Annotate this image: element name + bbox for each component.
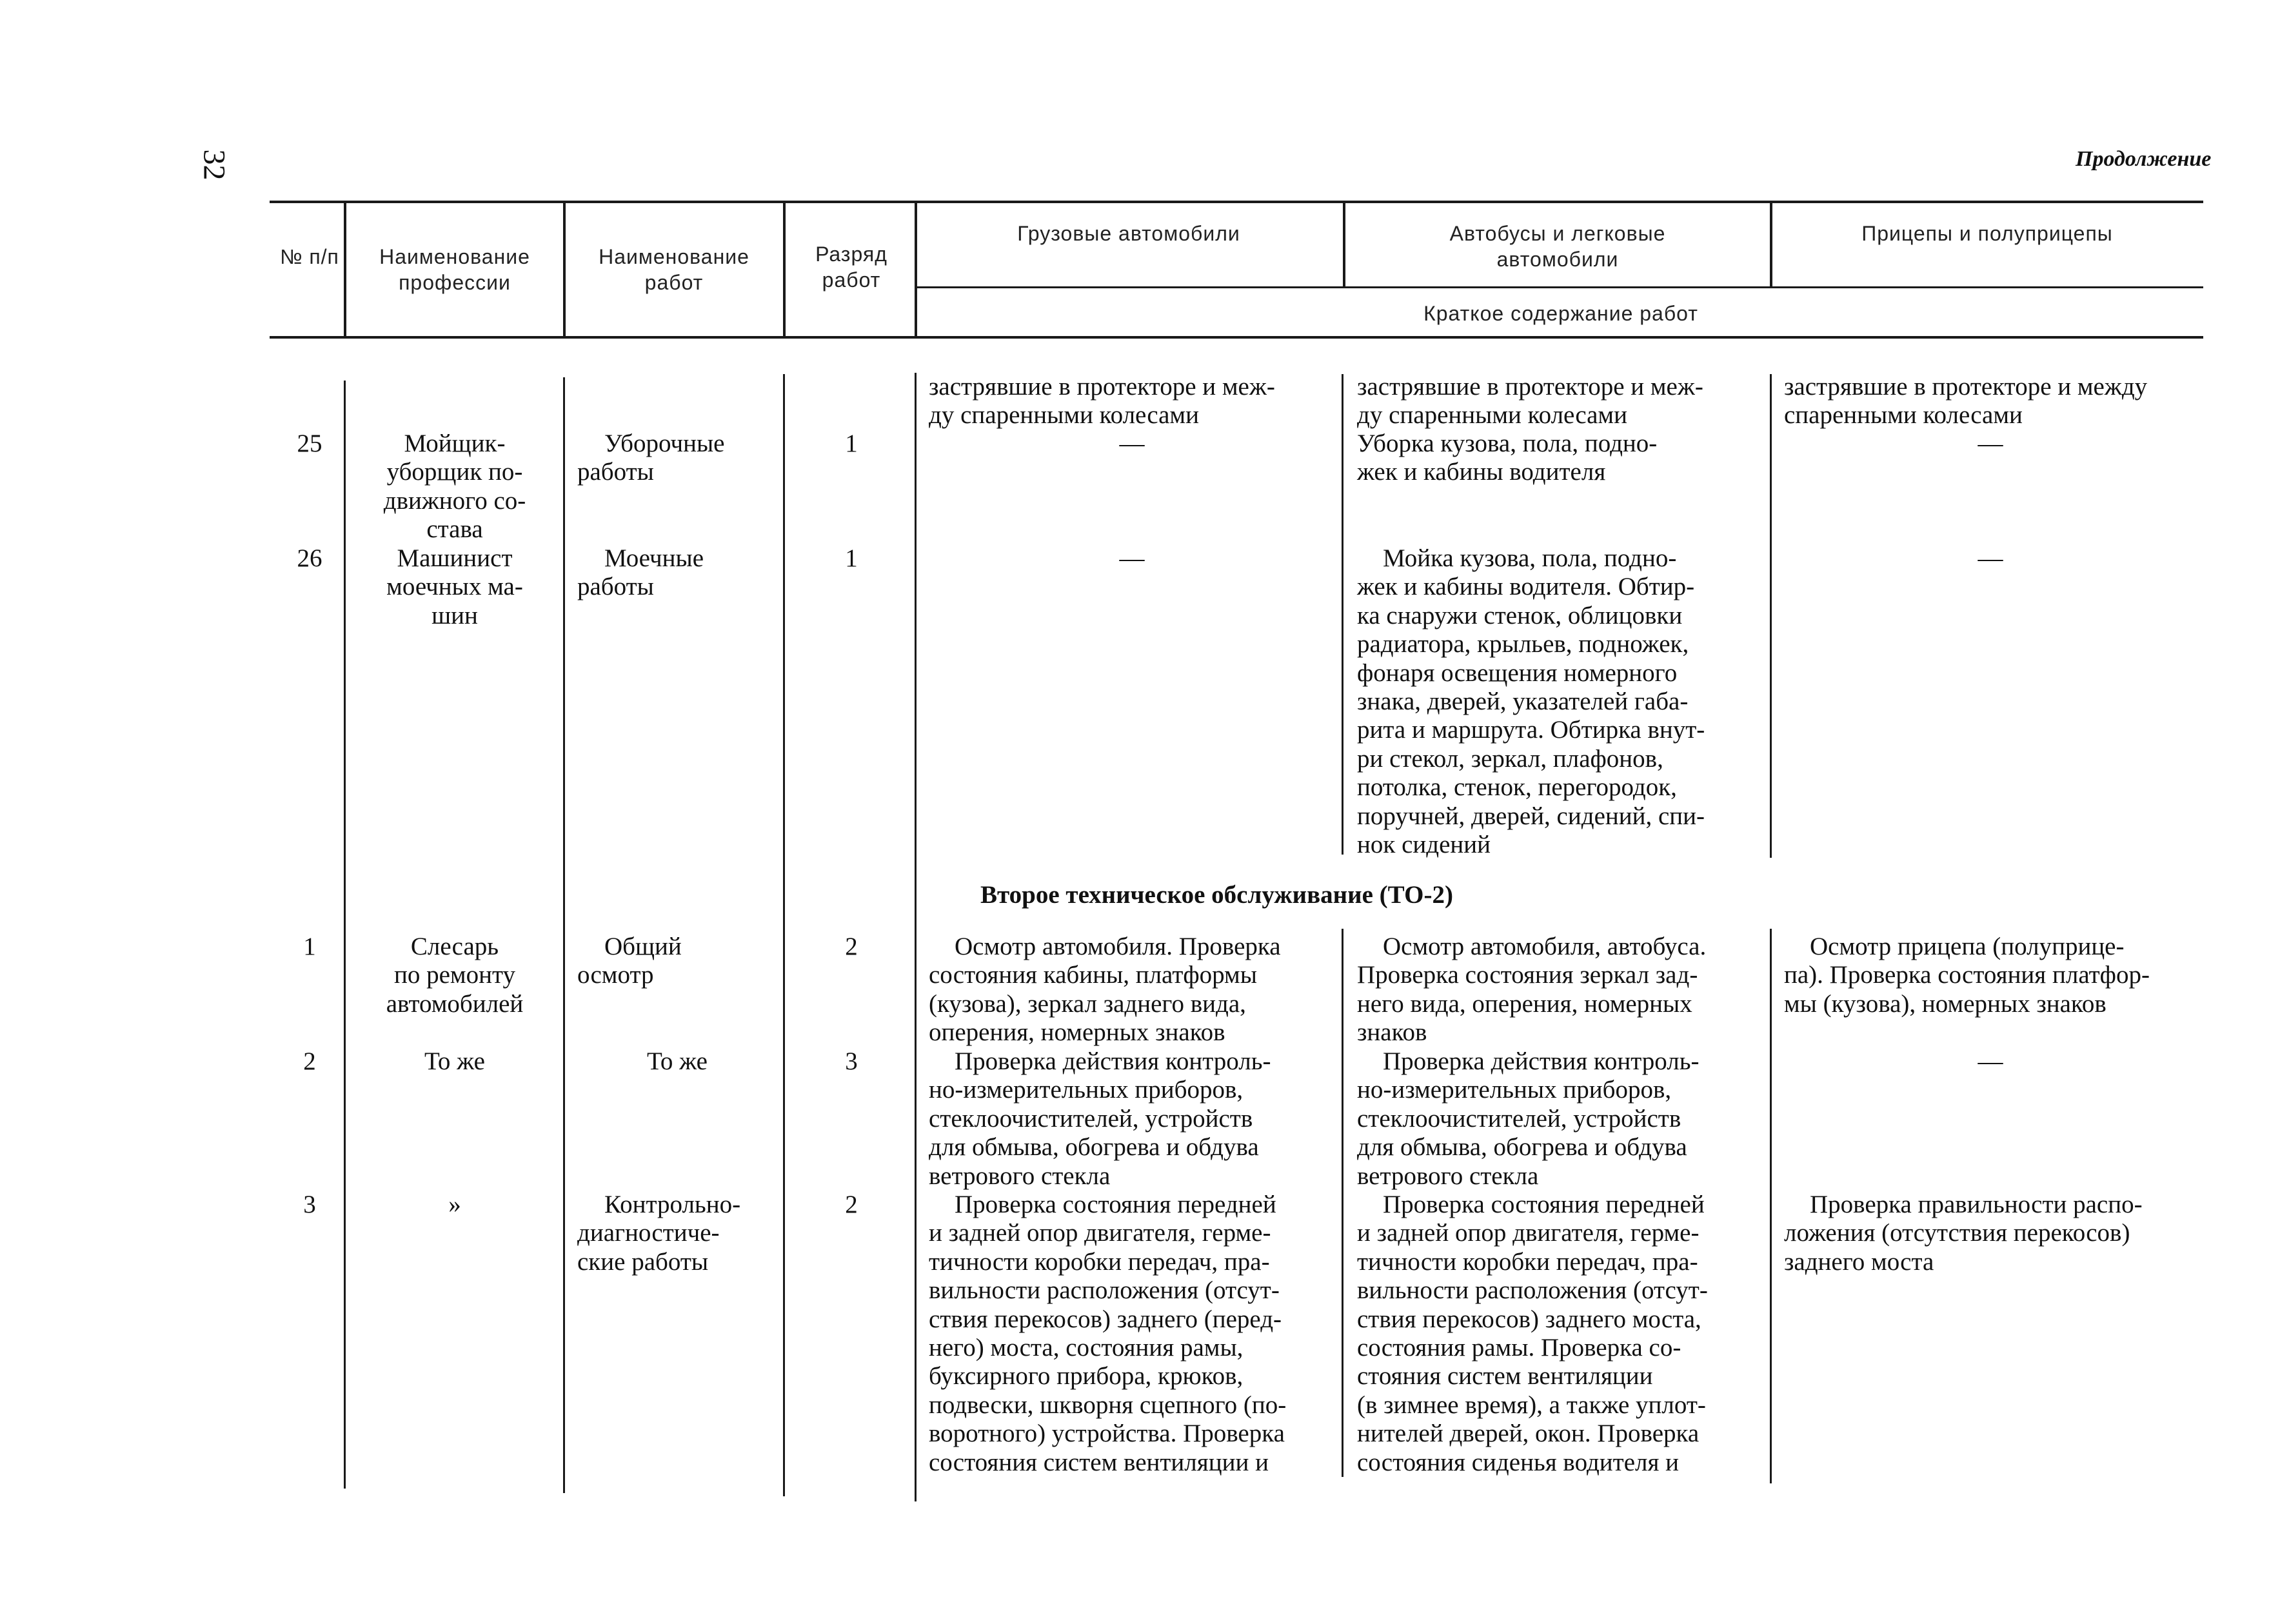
header-top-rule <box>270 201 2203 203</box>
row-work: То же <box>647 1047 708 1075</box>
row-buses: Проверка действия контроль- но-измерительных приборов, стеклоочистителей, устройств для обмыва, обогрева и обдува ветрового стекла <box>1357 1047 1700 1190</box>
row-trailers: — <box>1978 430 2003 457</box>
row-trucks: Проверка действия контроль- но-измерительных приборов, стеклоочистителей, устройств для обмыва, обогрева и обдува ветрового стекла <box>929 1047 1271 1190</box>
row-trailers: Осмотр прицепа (полуприце- па). Проверка состояния платфор- мы (кузова), номерных знаков <box>1784 933 2150 1018</box>
row-work: Моечные работы <box>577 544 704 601</box>
row-grade: 2 <box>845 1191 858 1218</box>
row-grade: 2 <box>845 933 858 960</box>
header-divider <box>1770 201 1772 288</box>
header-mid-rule <box>916 286 2203 288</box>
row-trailers: — <box>1978 1047 2003 1075</box>
col-divider <box>1770 374 1772 858</box>
header-summary: Краткое содержание работ <box>1423 302 1698 325</box>
section-title: Второе техническое обслуживание (ТО-2) <box>980 881 1453 909</box>
row-trucks: Осмотр автомобиля. Проверка состояния кабины, платформы (кузова), зеркал заднего вида, оперения, номерных знаков <box>929 933 1281 1047</box>
row-grade: 3 <box>845 1047 858 1075</box>
row-number: 25 <box>297 430 322 457</box>
header-work: Наименование работ <box>599 245 749 294</box>
col-divider <box>1342 374 1343 855</box>
header-trucks: Грузовые автомобили <box>1017 222 1240 245</box>
col-divider <box>1770 929 1772 1483</box>
header-divider <box>1343 201 1345 288</box>
row-work: Уборочные работы <box>577 430 725 486</box>
row-profession: Машинист моечных ма- шин <box>386 544 523 629</box>
row-profession: Слесарь по ремонту автомобилей <box>386 933 524 1018</box>
col-divider <box>563 377 565 1493</box>
row-trucks: Проверка состояния передней и задней опор двигателя, герме- тичности коробки передач, пра- вильности расположения (отсут- ствия перекосов) заднего (перед- него) моста, состояния рамы, буксирного прибора, крюков, подвески, шкворня сцепного (по- воротного) устройства. Проверка состояния систем вентиляции и <box>929 1191 1287 1476</box>
row-buses: Мойка кузова, пола, подно- жек и кабины водителя. Обтир- ка снаружи стенок, облицовки радиатора, крыльев, подножек, фонаря освещения номерного знака, дверей, указателей габа- рита и маршрута. Обтирка внут- ри стекол, зеркал, плафонов, потолка, стенок, перегородок, поручней, дверей, сидений, спи- нок сидений <box>1357 544 1705 859</box>
row-trailers: — <box>1978 544 2003 572</box>
header-divider <box>915 201 917 339</box>
header-bottom-rule <box>270 336 2203 339</box>
row-buses: Уборка кузова, пола, подно- жек и кабины водителя <box>1357 430 1658 486</box>
carryover-trucks: застрявшие в протекторе и меж- ду спаренными колесами <box>929 373 1275 430</box>
header-buses: Автобусы и легковые автомобили <box>1449 222 1666 271</box>
header-divider <box>563 201 566 339</box>
carryover-buses: застрявшие в протекторе и меж- ду спаренными колесами <box>1357 373 1703 430</box>
row-number: 26 <box>297 544 322 572</box>
col-divider <box>344 381 346 1489</box>
row-profession: То же <box>424 1047 485 1075</box>
header-profession: Наименование профессии <box>379 245 530 294</box>
row-trucks: — <box>1119 544 1145 572</box>
row-number: 2 <box>303 1047 316 1075</box>
carryover-trailers: застрявшие в протекторе и между спаренными колесами <box>1784 373 2148 430</box>
header-divider <box>344 201 346 339</box>
header-trailers: Прицепы и полуприцепы <box>1861 222 2113 245</box>
row-grade: 1 <box>845 544 858 572</box>
row-work: Общий осмотр <box>577 933 682 989</box>
row-profession: Мойщик- уборщик по- движного со- става <box>383 430 526 544</box>
page-number: 32 <box>197 149 232 181</box>
row-grade: 1 <box>845 430 858 457</box>
row-buses: Осмотр автомобиля, автобуса. Проверка состояния зеркал зад- него вида, оперения, номерных знаков <box>1357 933 1707 1047</box>
row-trucks: — <box>1119 430 1145 457</box>
col-divider <box>915 373 917 1501</box>
header-num: № п/п <box>280 245 339 268</box>
header-divider <box>783 201 786 339</box>
col-divider <box>1342 929 1343 1477</box>
header-grade: Разряд работ <box>815 243 887 292</box>
continuation-label: Продолжение <box>2076 147 2212 171</box>
row-buses: Проверка состояния передней и задней опор двигателя, герме- тичности коробки передач, пра- вильности расположения (отсут- ствия перекосов) заднего моста, состояния рамы. Проверка со- стояния систем вентиляции (в зимнее время), а также уплот- нителей дверей, окон. Проверка состояния сиденья водителя и <box>1357 1191 1708 1476</box>
row-profession: » <box>448 1191 461 1218</box>
row-number: 1 <box>303 933 316 960</box>
col-divider <box>783 374 785 1496</box>
row-trailers: Проверка правильности распо- ложения (отсутствия перекосов) заднего моста <box>1784 1191 2143 1276</box>
row-number: 3 <box>303 1191 316 1218</box>
row-work: Контрольно- диагностиче- ские работы <box>577 1191 741 1276</box>
